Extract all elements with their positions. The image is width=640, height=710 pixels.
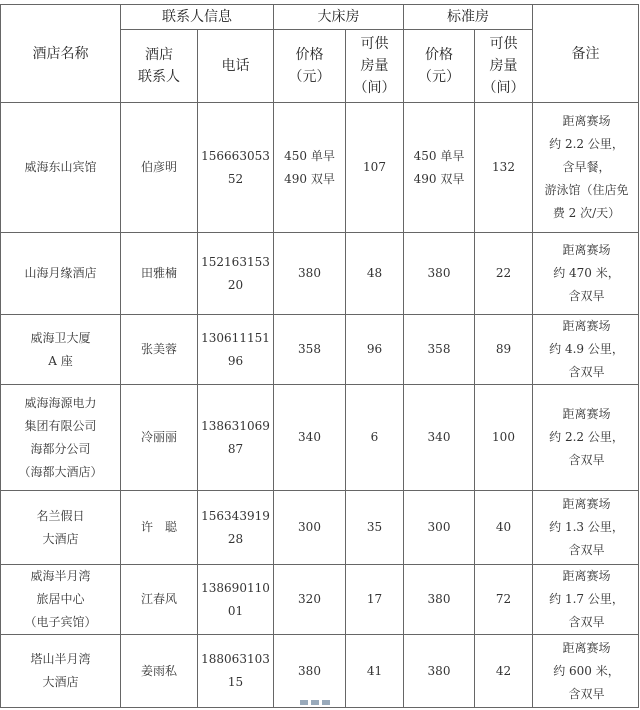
phone-cell-line: 87 — [227, 441, 244, 456]
contact-person-cell: 姜雨私 — [121, 635, 198, 708]
big-bed-rooms-cell: 6 — [346, 385, 404, 491]
phone-cell — [198, 491, 274, 565]
remarks-cell-line: 含双早 — [568, 365, 605, 379]
standard-price-cell-line: 300 — [427, 520, 451, 534]
table-header — [1, 5, 639, 103]
contact-person-cell: 许 聪 — [121, 491, 198, 565]
header-std-price — [404, 30, 475, 103]
phone-cell-line: 01 — [227, 603, 244, 618]
hotel-name-cell — [1, 233, 121, 315]
big-bed-rooms-cell: 48 — [346, 233, 404, 315]
remarks-cell-line: 距离赛场 — [562, 569, 611, 583]
standard-price-cell — [404, 491, 475, 565]
remarks-cell — [533, 635, 639, 708]
standard-price-cell-line: 340 — [427, 430, 451, 444]
indicator-dot — [311, 700, 319, 705]
hotel-name-cell — [1, 103, 121, 233]
header-phone: 电话 — [198, 30, 274, 103]
hotel-name-cell-line: 海都分公司 — [30, 441, 91, 456]
remarks-cell-line: 距离赛场 — [562, 640, 611, 655]
header-contact-person — [121, 30, 198, 103]
hotel-name-cell — [1, 385, 121, 491]
big-bed-price-cell — [274, 233, 346, 315]
indicator-dot — [300, 700, 308, 705]
remarks-cell-line: 约 470 米， — [553, 266, 620, 280]
standard-price-cell-line: 358 — [427, 342, 451, 356]
phone-cell-line: 20 — [227, 277, 244, 292]
big-bed-price-cell-line: 320 — [298, 592, 321, 606]
remarks-cell — [533, 103, 639, 233]
big-bed-rooms-cell: 107 — [346, 103, 404, 233]
page-indicator — [300, 692, 340, 699]
remarks-cell-line: 含双早 — [568, 615, 605, 629]
big-bed-price-cell-line: 380 — [298, 266, 321, 280]
big-bed-price-cell — [274, 315, 346, 385]
standard-price-cell — [404, 565, 475, 635]
phone-cell — [198, 385, 274, 491]
header-rooms-line: 房量 — [489, 58, 518, 74]
hotel-name-cell — [1, 491, 121, 565]
phone-cell-line: 156663053 — [201, 148, 270, 163]
remarks-cell-line: 距离赛场 — [562, 243, 611, 257]
standard-price-cell — [404, 315, 475, 385]
hotel-name-cell-line: （海都大酒店） — [18, 464, 103, 479]
standard-price-cell-line: 380 — [427, 663, 451, 678]
standard-rooms-cell: 72 — [475, 565, 533, 635]
standard-rooms-cell: 100 — [475, 385, 533, 491]
remarks-cell-line: 含双早 — [568, 686, 605, 701]
remarks-cell-line: 约 4.9 公里， — [549, 342, 624, 356]
hotel-name-cell-line: 塔山半月湾 — [30, 652, 91, 666]
header-rooms-line: （间） — [353, 80, 396, 96]
header-price-line: （元） — [418, 69, 460, 85]
header-standard-group: 标准房 — [404, 5, 533, 30]
standard-price-cell-line: 380 — [427, 592, 451, 606]
phone-cell-line: 138690110 — [201, 580, 270, 595]
remarks-cell-line: 距离赛场 — [562, 114, 611, 128]
contact-person-cell: 张美蓉 — [121, 315, 198, 385]
contact-person-cell: 江春风 — [121, 565, 198, 635]
hotel-name-cell-line: 集团有限公司 — [24, 418, 97, 433]
phone-cell — [198, 103, 274, 233]
big-bed-rooms-cell: 41 — [346, 635, 404, 708]
standard-price-cell-line: 490 双早 — [413, 171, 465, 186]
table-row — [1, 315, 639, 385]
hotel-name-cell-line: 山海月缘酒店 — [24, 266, 97, 280]
phone-cell-line: 138631069 — [201, 418, 270, 433]
phone-cell-line: 130611151 — [201, 330, 270, 345]
remarks-cell-line: 距离赛场 — [562, 319, 611, 333]
big-bed-price-cell — [274, 385, 346, 491]
remarks-cell-line: 距离赛场 — [562, 497, 611, 511]
phone-cell-line: 152163153 — [201, 254, 270, 269]
header-rooms-line: 房量 — [360, 58, 389, 74]
hotel-name-cell-line: 旅居中心 — [36, 592, 85, 606]
standard-price-cell-line: 450 单早 — [413, 148, 465, 163]
table-row — [1, 385, 639, 491]
table-row — [1, 491, 639, 565]
remarks-cell — [533, 565, 639, 635]
remarks-cell-line: 约 2.2 公里， — [549, 430, 624, 444]
standard-rooms-cell: 42 — [475, 635, 533, 708]
phone-cell — [198, 315, 274, 385]
remarks-cell-line: 距离赛场 — [562, 407, 611, 421]
big-bed-rooms-cell: 17 — [346, 565, 404, 635]
standard-rooms-cell: 132 — [475, 103, 533, 233]
hotel-name-cell-line: 名兰假日 — [36, 508, 85, 523]
header-rooms-line: 可供 — [360, 36, 389, 52]
hotel-name-cell-line: 大酒店 — [42, 531, 79, 546]
header-rooms-line: （间） — [482, 80, 525, 96]
hotel-name-cell-line: A 座 — [48, 353, 73, 368]
big-bed-price-cell — [274, 103, 346, 233]
standard-price-cell-line: 380 — [427, 266, 451, 280]
standard-rooms-cell: 89 — [475, 315, 533, 385]
remarks-cell — [533, 491, 639, 565]
header-big-price — [274, 30, 346, 103]
hotel-name-cell-line: 威海海源电力 — [24, 395, 97, 410]
standard-rooms-cell: 22 — [475, 233, 533, 315]
hotel-table — [0, 4, 639, 708]
big-bed-price-cell-line: 380 — [298, 663, 321, 678]
standard-price-cell — [404, 635, 475, 708]
remarks-cell-line: 约 600 米， — [553, 663, 620, 678]
standard-price-cell — [404, 385, 475, 491]
phone-cell-line: 156343919 — [201, 508, 270, 523]
big-bed-price-cell-line: 358 — [298, 342, 321, 356]
big-bed-price-cell-line: 490 双早 — [284, 171, 335, 186]
header-hotel-name: 酒店名称 — [1, 5, 121, 103]
header-std-rooms — [475, 30, 533, 103]
big-bed-price-cell — [274, 491, 346, 565]
remarks-cell-line: 约 1.3 公里， — [549, 520, 624, 534]
remarks-cell-line: 约 1.7 公里， — [549, 592, 624, 606]
hotel-name-cell — [1, 565, 121, 635]
big-bed-rooms-cell: 96 — [346, 315, 404, 385]
remarks-cell-line: 费 2 次/天） — [552, 206, 621, 220]
phone-cell-line: 188063103 — [201, 652, 270, 666]
header-price-line: 价格 — [425, 47, 453, 63]
table-row — [1, 565, 639, 635]
contact-person-cell: 田雅楠 — [121, 233, 198, 315]
phone-cell-line: 28 — [227, 531, 244, 546]
remarks-cell-line: 约 2.2 公里， — [549, 137, 624, 151]
standard-price-cell — [404, 103, 475, 233]
hotel-name-cell-line: 威海半月湾 — [30, 569, 91, 583]
hotel-name-cell-line: 大酒店 — [42, 675, 79, 689]
big-bed-price-cell-line: 300 — [298, 520, 321, 534]
remarks-cell-line: 含双早 — [568, 543, 605, 557]
table-body — [1, 103, 639, 708]
remarks-cell — [533, 233, 639, 315]
header-big-bed-group: 大床房 — [274, 5, 404, 30]
contact-person-cell: 伯彦明 — [121, 103, 198, 233]
remarks-cell-line: 含双早 — [568, 289, 605, 303]
remarks-cell — [533, 385, 639, 491]
standard-price-cell — [404, 233, 475, 315]
header-big-rooms — [346, 30, 404, 103]
header-contact-person-line: 联系人 — [138, 69, 180, 85]
phone-cell — [198, 565, 274, 635]
header-remarks: 备注 — [533, 5, 639, 103]
big-bed-rooms-cell: 35 — [346, 491, 404, 565]
phone-cell-line: 52 — [227, 171, 244, 186]
big-bed-price-cell-line: 450 单早 — [284, 148, 335, 163]
header-price-line: 价格 — [295, 47, 324, 63]
hotel-name-cell-line: 威海卫大厦 — [30, 330, 91, 345]
phone-cell-line: 96 — [227, 353, 244, 368]
header-contact-group: 联系人信息 — [121, 5, 274, 30]
big-bed-price-cell-line: 340 — [298, 430, 321, 444]
remarks-cell-line: 含早餐， — [562, 160, 611, 174]
standard-rooms-cell: 40 — [475, 491, 533, 565]
header-price-line: （元） — [288, 69, 331, 85]
hotel-name-cell — [1, 635, 121, 708]
hotel-name-cell — [1, 315, 121, 385]
indicator-dot — [322, 700, 330, 705]
table-row — [1, 103, 639, 233]
header-contact-person-line: 酒店 — [145, 47, 173, 63]
phone-cell — [198, 635, 274, 708]
remarks-cell-line: 含双早 — [568, 453, 605, 467]
header-rooms-line: 可供 — [489, 36, 518, 52]
table-row — [1, 233, 639, 315]
contact-person-cell: 冷丽丽 — [121, 385, 198, 491]
remarks-cell-line: 游泳馆（住店免 — [544, 183, 629, 197]
phone-cell-line: 15 — [227, 675, 244, 689]
hotel-name-cell-line: 威海东山宾馆 — [24, 160, 97, 174]
hotel-name-cell-line: （电子宾馆） — [24, 615, 97, 629]
remarks-cell — [533, 315, 639, 385]
big-bed-price-cell — [274, 565, 346, 635]
phone-cell — [198, 233, 274, 315]
